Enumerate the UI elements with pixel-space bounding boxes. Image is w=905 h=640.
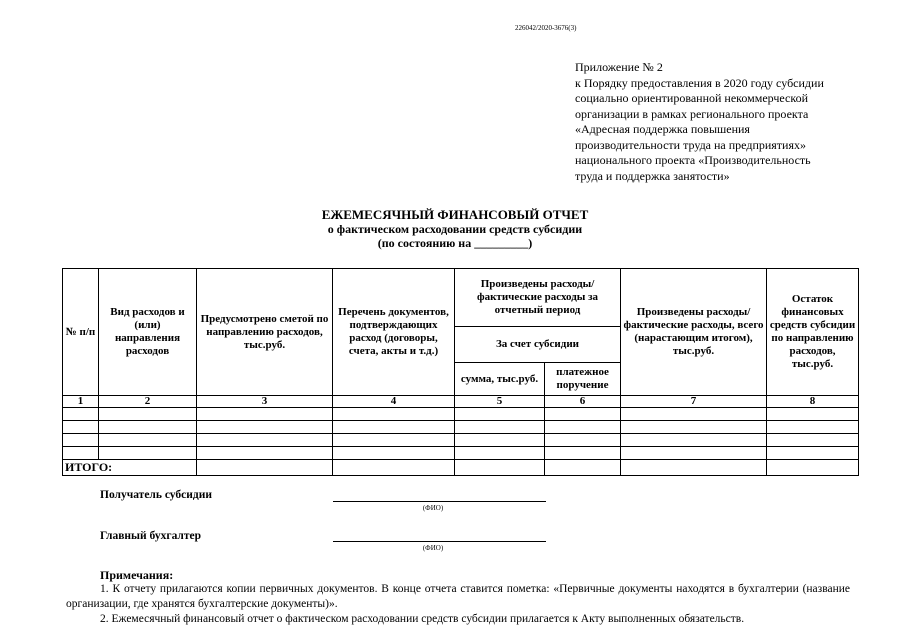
table-cell[interactable] [63, 434, 99, 447]
appendix-title: Приложение № 2 [575, 60, 663, 74]
table-cell[interactable] [621, 421, 767, 434]
header-planned-budget: Предусмотрено сметой по направлению расходов, тыс.руб. [197, 269, 333, 396]
header-expense-type: Вид расходов и (или) направления расходов [99, 269, 197, 396]
appendix-line: производительности труда на предприятиях» [575, 137, 806, 152]
total-cell[interactable] [197, 460, 333, 476]
report-subtitle: о фактическом расходовании средств субсидии [327, 222, 583, 236]
column-number: 4 [333, 396, 455, 408]
table-cell[interactable] [621, 434, 767, 447]
document-id: 226042/2020-3676(3) [515, 24, 577, 32]
header-period-expenses: Произведены расходы/фактические расходы за отчетный период [455, 269, 621, 327]
recipient-fio-caption: (ФИО) [422, 504, 444, 512]
table-cell[interactable] [455, 447, 545, 460]
column-number: 6 [545, 396, 621, 408]
table-cell[interactable] [621, 408, 767, 421]
report-title: ЕЖЕМЕСЯЧНЫЙ ФИНАНСОВЫЙ ОТЧЕТ [321, 207, 589, 222]
table-cell[interactable] [63, 421, 99, 434]
table-cell[interactable] [99, 447, 197, 460]
total-cell[interactable] [333, 460, 455, 476]
column-number: 1 [63, 396, 99, 408]
appendix-line: национального проекта «Производительность [575, 153, 811, 167]
appendix-line: к Порядку предоставления в 2020 году субсидии [575, 75, 824, 90]
table-cell[interactable] [455, 408, 545, 421]
table-row [63, 421, 859, 434]
header-amount: сумма, тыс.руб. [455, 363, 545, 396]
header-subsidy-funds: За счет субсидии [455, 327, 621, 363]
table-cell[interactable] [197, 434, 333, 447]
table-cell[interactable] [767, 447, 859, 460]
header-payment-order: платежное поручение [545, 363, 621, 396]
accountant-label: Главный бухгалтер [100, 530, 202, 542]
table-row [63, 434, 859, 447]
appendix-line: социально ориентированной некоммерческой [575, 91, 809, 105]
accountant-signature-line[interactable] [333, 541, 546, 542]
appendix-line: труда и поддержка занятости» [575, 168, 730, 183]
recipient-label: Получатель субсидии [100, 489, 212, 501]
table-cell[interactable] [99, 408, 197, 421]
table-cell[interactable] [767, 434, 859, 447]
total-cell[interactable] [767, 460, 859, 476]
appendix-line: организации в рамках регионального проекта [575, 106, 809, 121]
table-cell[interactable] [767, 408, 859, 421]
table-cell[interactable] [545, 447, 621, 460]
note-item: 1. К отчету прилагаются копии первичных документов. В конце отчета ставится пометка: «Первичные документы находятся в бухгалтерии (название организации, где хранятся бухгалтерские документы)». [66, 583, 850, 610]
report-date-line: (по состоянию на _________) [377, 236, 533, 250]
total-cell[interactable] [545, 460, 621, 476]
column-number: 2 [99, 396, 197, 408]
table-cell[interactable] [333, 408, 455, 421]
table-cell[interactable] [621, 447, 767, 460]
report-table [62, 268, 859, 476]
accountant-fio-caption: (ФИО) [422, 544, 444, 552]
table-cell[interactable] [63, 447, 99, 460]
report-title-block [250, 208, 660, 250]
header-remaining-funds: Остаток финансовых средств субсидии по направлению расходов, тыс.руб. [767, 269, 859, 396]
table-cell[interactable] [63, 408, 99, 421]
table-cell[interactable] [545, 421, 621, 434]
table-cell[interactable] [99, 421, 197, 434]
column-number: 5 [455, 396, 545, 408]
note-item: 2. Ежемесячный финансовый отчет о фактическом расходовании средств субсидии прилагается к Акту выполненных обязательств. [100, 613, 745, 625]
header-total-expenses: Произведены расходы/фактические расходы, всего (нарастающим итогом), тыс.руб. [621, 269, 767, 396]
header-number: № п/п [63, 269, 99, 396]
table-cell[interactable] [333, 421, 455, 434]
total-cell[interactable] [621, 460, 767, 476]
appendix-block [575, 60, 875, 184]
notes-title: Примечания: [100, 568, 174, 582]
column-number: 7 [621, 396, 767, 408]
table-cell[interactable] [333, 434, 455, 447]
column-number: 8 [767, 396, 859, 408]
total-row [63, 460, 859, 476]
table-cell[interactable] [197, 447, 333, 460]
table-cell[interactable] [545, 434, 621, 447]
appendix-line: «Адресная поддержка повышения [575, 122, 750, 136]
total-label: ИТОГО: [63, 460, 197, 476]
table-cell[interactable] [455, 434, 545, 447]
table-cell[interactable] [99, 434, 197, 447]
column-number: 3 [197, 396, 333, 408]
table-row [63, 447, 859, 460]
notes-block [66, 582, 850, 627]
table-row [63, 408, 859, 421]
column-numbers-row [63, 396, 859, 408]
table-cell[interactable] [197, 408, 333, 421]
table-cell[interactable] [455, 421, 545, 434]
recipient-signature-line[interactable] [333, 501, 546, 502]
header-documents-list: Перечень документов, подтверждающих расход (договоры, счета, акты и т.д.) [333, 269, 455, 396]
table-cell[interactable] [197, 421, 333, 434]
total-cell[interactable] [455, 460, 545, 476]
table-cell[interactable] [333, 447, 455, 460]
table-cell[interactable] [767, 421, 859, 434]
table-cell[interactable] [545, 408, 621, 421]
